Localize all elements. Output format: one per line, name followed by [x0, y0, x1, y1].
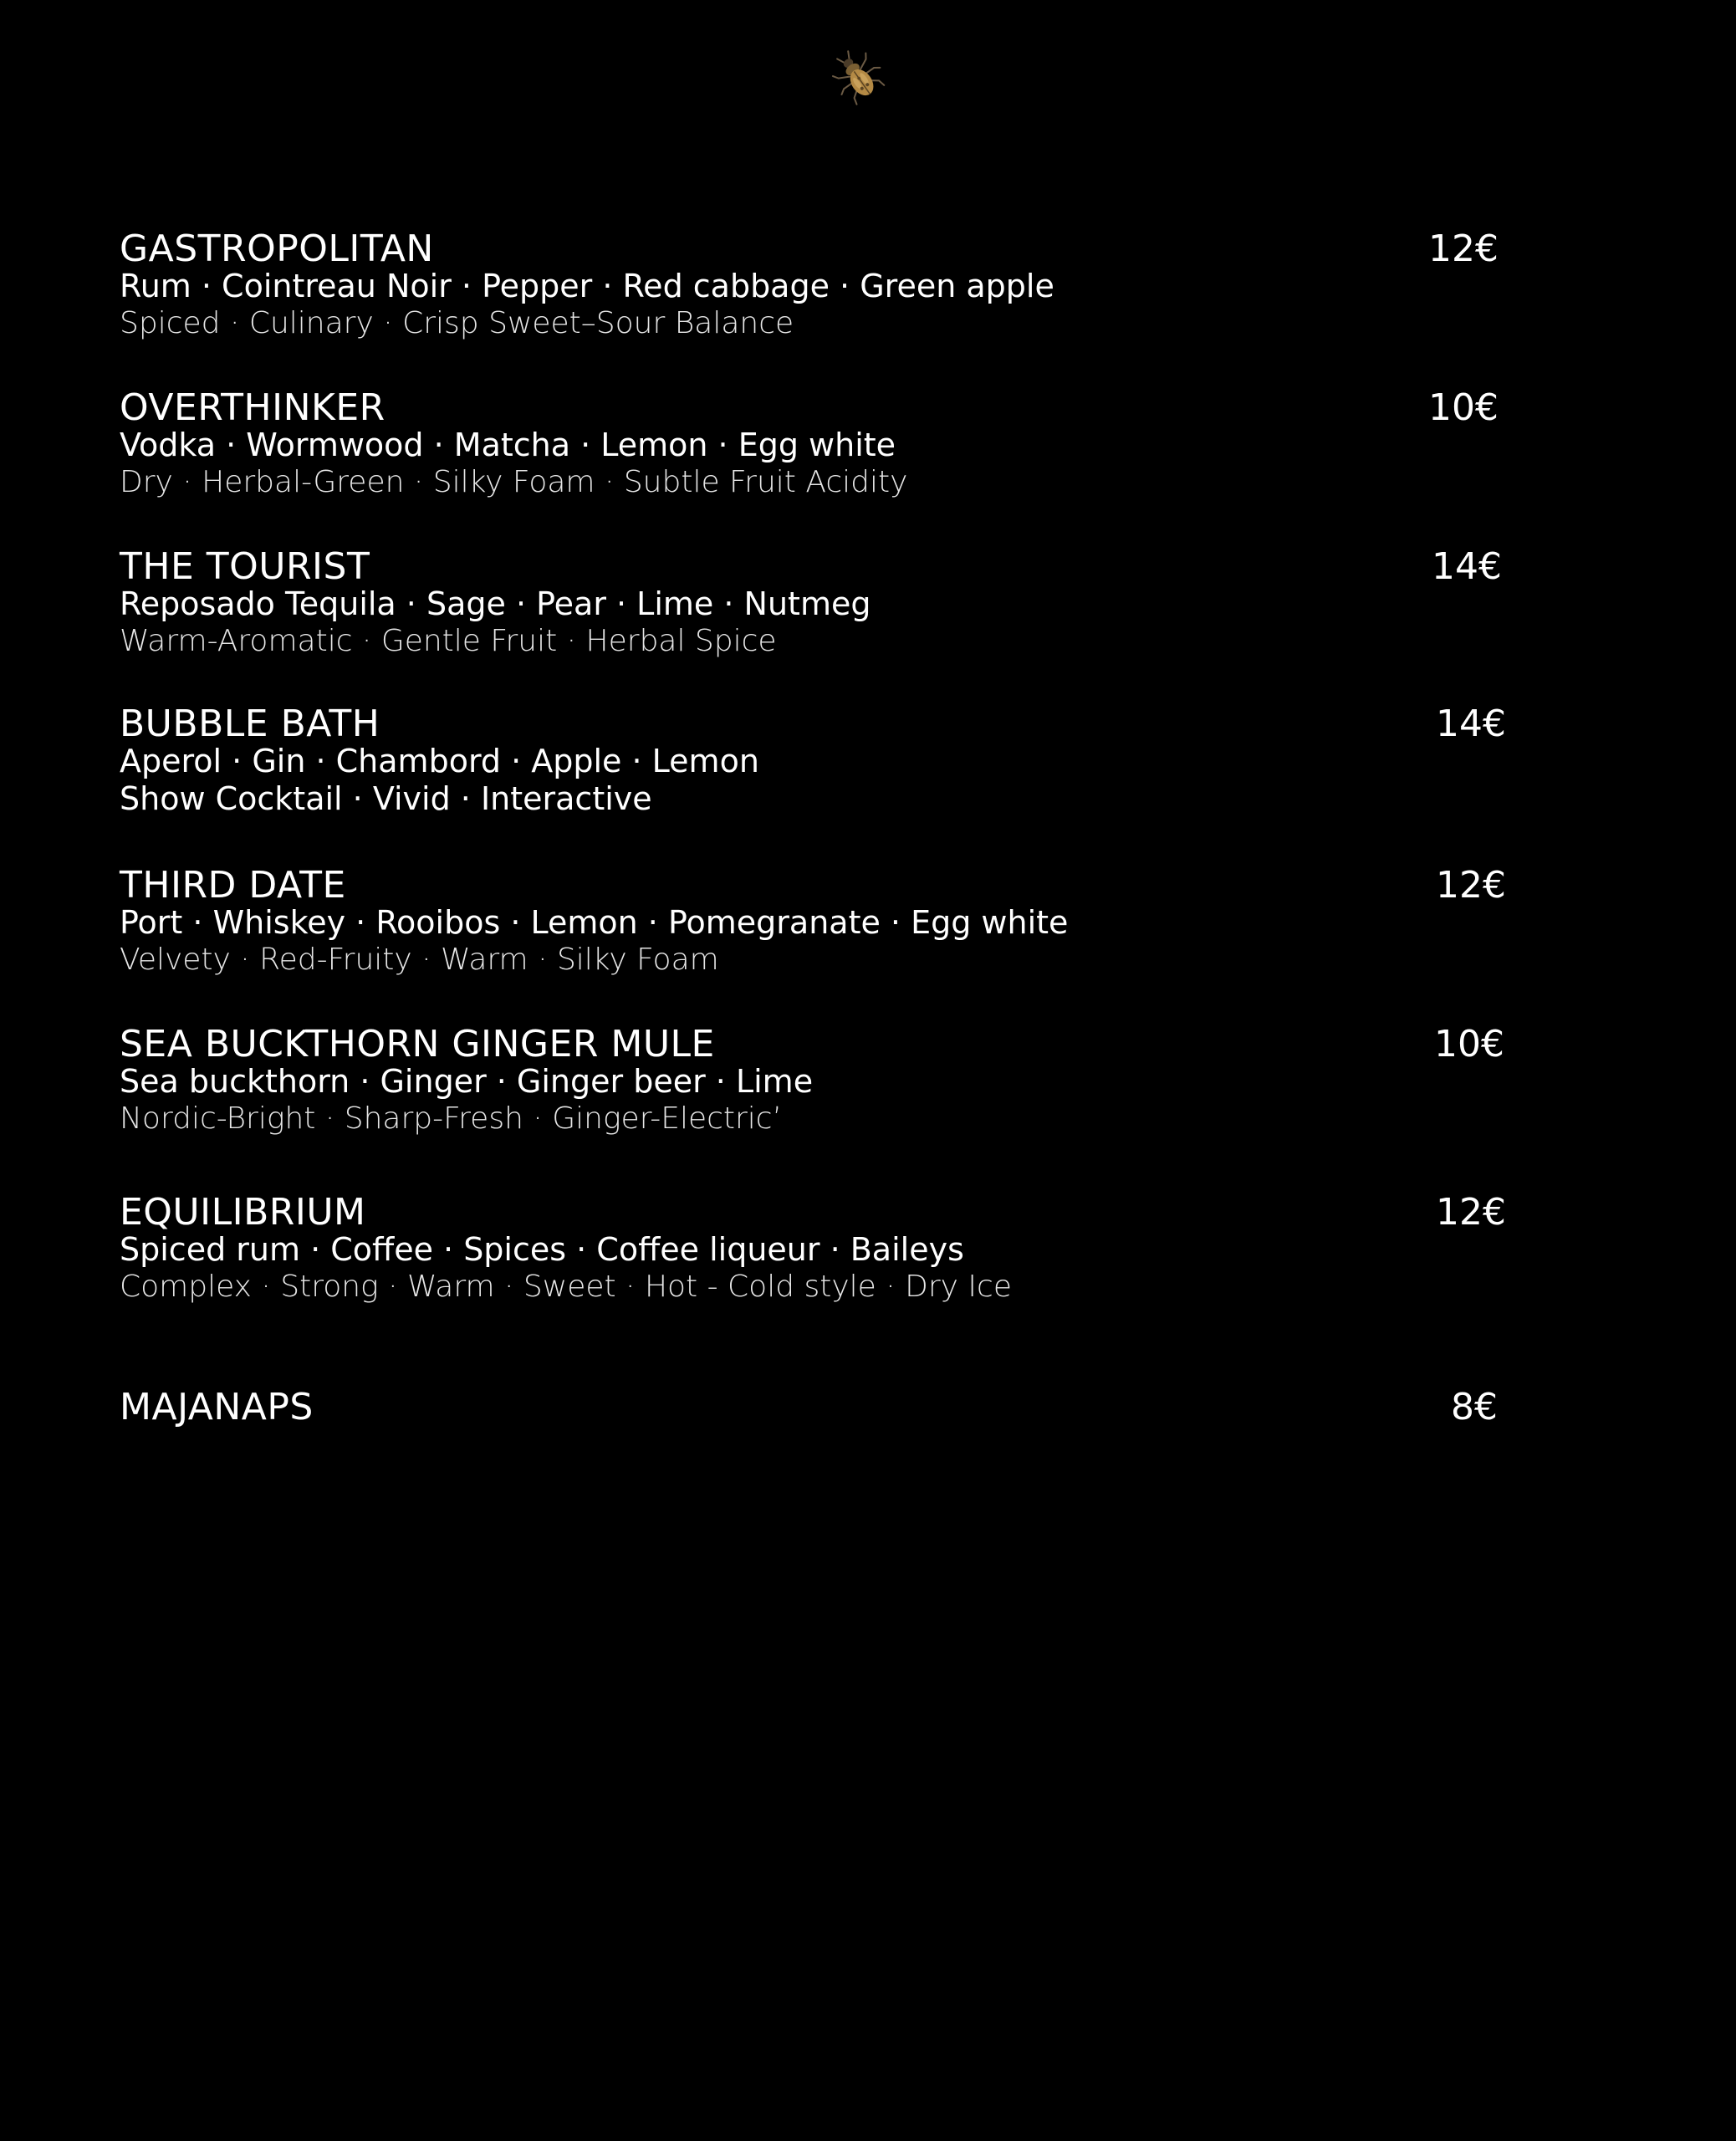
- item-name: BUBBLE BATH: [120, 703, 380, 745]
- item-profile: Dry · Herbal-Green · Silky Foam · Subtle Fruit Acidity: [120, 465, 908, 499]
- item-ingredients: Aperol · Gin · Chambord · Apple · Lemon: [120, 743, 759, 779]
- item-ingredients: Spiced rum · Coffee · Spices · Coffee liqueur · Baileys: [120, 1231, 964, 1268]
- item-name: EQUILIBRIUM: [120, 1191, 366, 1234]
- item-price: 10€: [1428, 386, 1499, 429]
- item-name: GASTROPOLITAN: [120, 227, 434, 270]
- item-ingredients: Vodka · Wormwood · Matcha · Lemon · Egg white: [120, 427, 896, 463]
- item-name: OVERTHINKER: [120, 386, 385, 429]
- item-ingredients: Reposado Tequila · Sage · Pear · Lime · Nutmeg: [120, 585, 871, 622]
- item-price: 12€: [1436, 1191, 1506, 1234]
- item-profile: Spiced · Culinary · Crisp Sweet–Sour Balance: [120, 306, 794, 340]
- item-ingredients: Rum · Cointreau Noir · Pepper · Red cabbage · Green apple: [120, 268, 1054, 304]
- item-profile: Nordic-Bright · Sharp-Fresh · Ginger-Electric’: [120, 1101, 783, 1136]
- item-name: MAJANAPS: [120, 1386, 314, 1428]
- item-profile: Velvety · Red-Fruity · Warm · Silky Foam: [120, 943, 719, 977]
- beetle-icon: [826, 45, 890, 109]
- item-name: THIRD DATE: [120, 864, 346, 907]
- item-price: 8€: [1451, 1386, 1498, 1428]
- item-price: 14€: [1432, 545, 1502, 588]
- item-price: 12€: [1436, 864, 1506, 907]
- item-price: 12€: [1428, 227, 1499, 270]
- item-price: 10€: [1434, 1023, 1504, 1065]
- item-name: THE TOURIST: [120, 545, 370, 588]
- item-name: SEA BUCKTHORN GINGER MULE: [120, 1023, 715, 1065]
- item-profile: Warm-Aromatic · Gentle Fruit · Herbal Spice: [120, 624, 777, 658]
- item-ingredients: Sea buckthorn · Ginger · Ginger beer · Lime: [120, 1063, 814, 1100]
- item-price: 14€: [1436, 703, 1506, 745]
- item-profile: Show Cocktail · Vivid · Interactive: [120, 780, 652, 817]
- item-ingredients: Port · Whiskey · Rooibos · Lemon · Pomegranate · Egg white: [120, 904, 1069, 941]
- item-profile: Complex · Strong · Warm · Sweet · Hot - Cold style · Dry Ice: [120, 1270, 1012, 1304]
